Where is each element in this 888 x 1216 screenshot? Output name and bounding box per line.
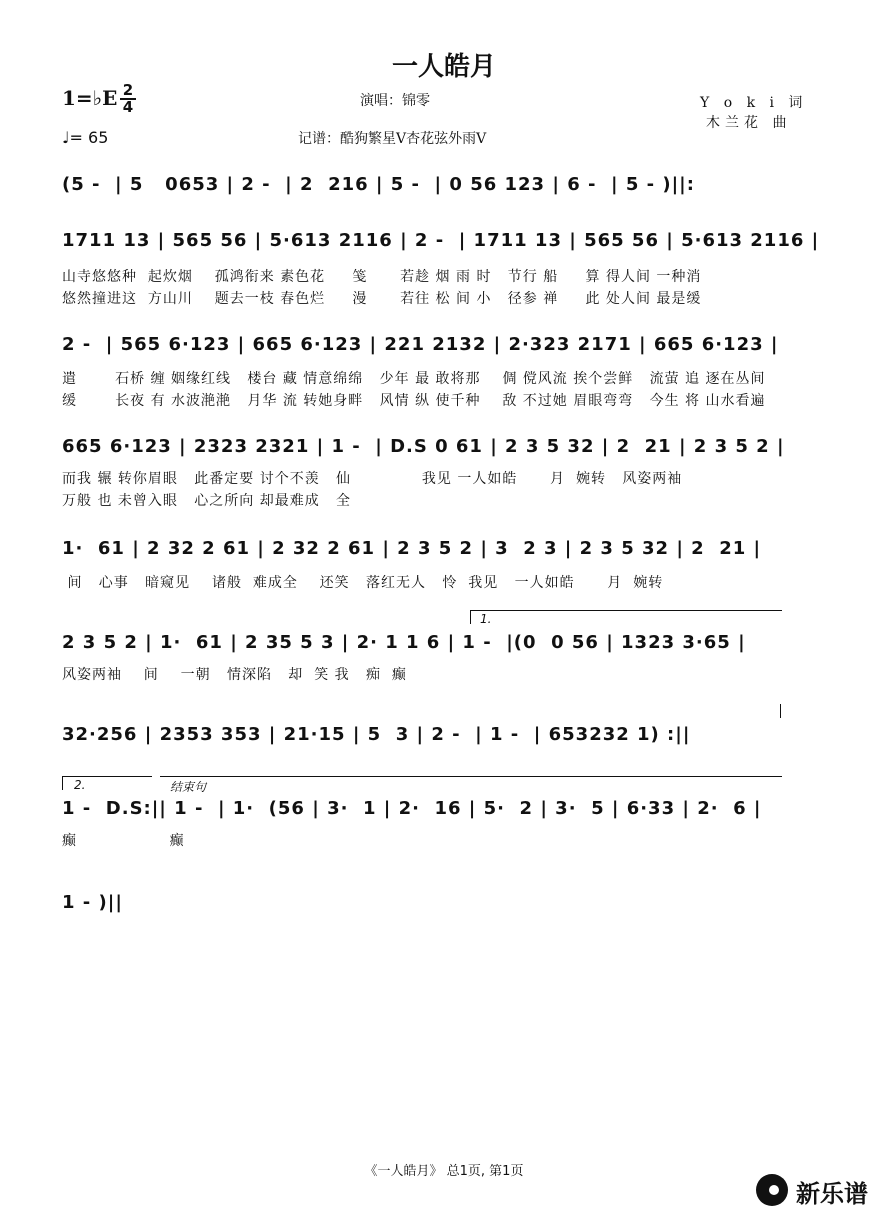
lyric-line-3b: 缓 长夜 有 水波滟滟 月华 流 转她身畔 风情 纵 使千种 敌 不过她 眉眼弯弯 今生 将 山水看遍: [62, 393, 766, 409]
volta-2-bracket: [62, 776, 152, 777]
volta-2-label: 2.: [74, 778, 86, 792]
score-line-2: 1711 13 | 565 56 | 5·613 2116 | 2 - | 1711 13 | 565 56 | 5·613 2116 |: [62, 230, 820, 251]
score-line-9: 1 - )||: [62, 892, 123, 913]
lyric-line-2b: 悠然撞进这 方山川 题去一枝 春色烂 漫 若往 松 间 小 径参 禅 此 处人间 最是缓: [62, 291, 702, 307]
score-line-3: 2 - | 565 6·123 | 665 6·123 | 221 2132 | 2·323 2171 | 665 6·123 |: [62, 334, 779, 355]
meter-top: 2: [120, 83, 136, 100]
volta-1-bracket-side: [470, 610, 471, 624]
song-title: 一人皓月: [391, 52, 496, 82]
lyricist-credit: Y o k i 词: [700, 95, 808, 111]
logo-text: 新乐谱: [796, 1180, 868, 1208]
transcriber-credit: 记谱：酷狗繁星V杏花弦外雨V: [298, 131, 487, 147]
record-disc-icon: [756, 1174, 788, 1206]
lyric-line-6a: 风姿两袖 间 一朝 情深陷 却 笑 我 痴 癫: [62, 667, 407, 683]
key-signature: 1=♭E: [62, 86, 118, 110]
coda-label: 结束句: [170, 780, 207, 794]
tempo-marking: ♩= 65: [62, 128, 109, 147]
lyric-line-3a: 遣 石桥 缠 姻缘红线 楼台 藏 情意绵绵 少年 最 敢将那 倜 傥风流 挨个尝鲜 流萤 追 逐在丛间: [62, 371, 766, 387]
score-line-4: 665 6·123 | 2323 2321 | 1 - | D.S 0 61 | 2 3 5 32 | 2 21 | 2 3 5 2 |: [62, 436, 785, 457]
singer-credit: 演唱：锦零: [360, 93, 430, 109]
page-footer: 《一人皓月》 总1页, 第1页: [364, 1164, 524, 1179]
composer-credit: 木兰花 曲: [706, 115, 792, 131]
time-signature: [120, 83, 136, 115]
lyric-line-4b: 万般 也 未曾入眼 心之所向 却最难成 全: [62, 493, 352, 509]
site-logo: [752, 1172, 882, 1208]
lyric-line-8a: 癫 癫: [62, 833, 185, 849]
volta-1-bracket: [470, 610, 782, 611]
score-line-7: 32·256 | 2353 353 | 21·15 | 5 3 | 2 - | 1 - | 653232 1) :||: [62, 724, 691, 745]
volta-1-label: 1.: [480, 612, 492, 626]
volta-2-bracket-side: [62, 776, 63, 790]
score-line-1: (5 - | 5 0653 | 2 - | 2 216 | 5 - | 0 56 123 | 6 - | 5 - )||:: [62, 174, 695, 195]
meter-bottom: 4: [122, 98, 134, 116]
lyric-line-5a: 间 心事 暗窥见 诸般 难成全 还笑 落红无人 怜 我见 一人如皓 月 婉转: [62, 575, 664, 591]
score-line-5: 1· 61 | 2 32 2 61 | 2 32 2 61 | 2 3 5 2 | 3 2 3 | 2 3 5 32 | 2 21 |: [62, 538, 762, 559]
score-line-6: 2 3 5 2 | 1· 61 | 2 35 5 3 | 2· 1 1 6 | 1 - |(0 0 56 | 1323 3·65 |: [62, 632, 746, 653]
score-line-8: 1 - D.S:|| 1 - | 1· (56 | 3· 1 | 2· 16 | 5· 2 | 3· 5 | 6·33 | 2· 6 |: [62, 798, 762, 819]
volta-1-bracket-end: [780, 704, 781, 718]
coda-bracket: [160, 776, 782, 777]
lyric-line-2a: 山寺悠悠种 起炊烟 孤鸿衔来 素色花 笺 若趁 烟 雨 时 节行 船 算 得人间 一种消: [62, 269, 702, 285]
lyric-line-4a: 而我 辗 转你眉眼 此番定要 讨个不羡 仙 我见 一人如皓 月 婉转 风姿两袖: [62, 471, 683, 487]
